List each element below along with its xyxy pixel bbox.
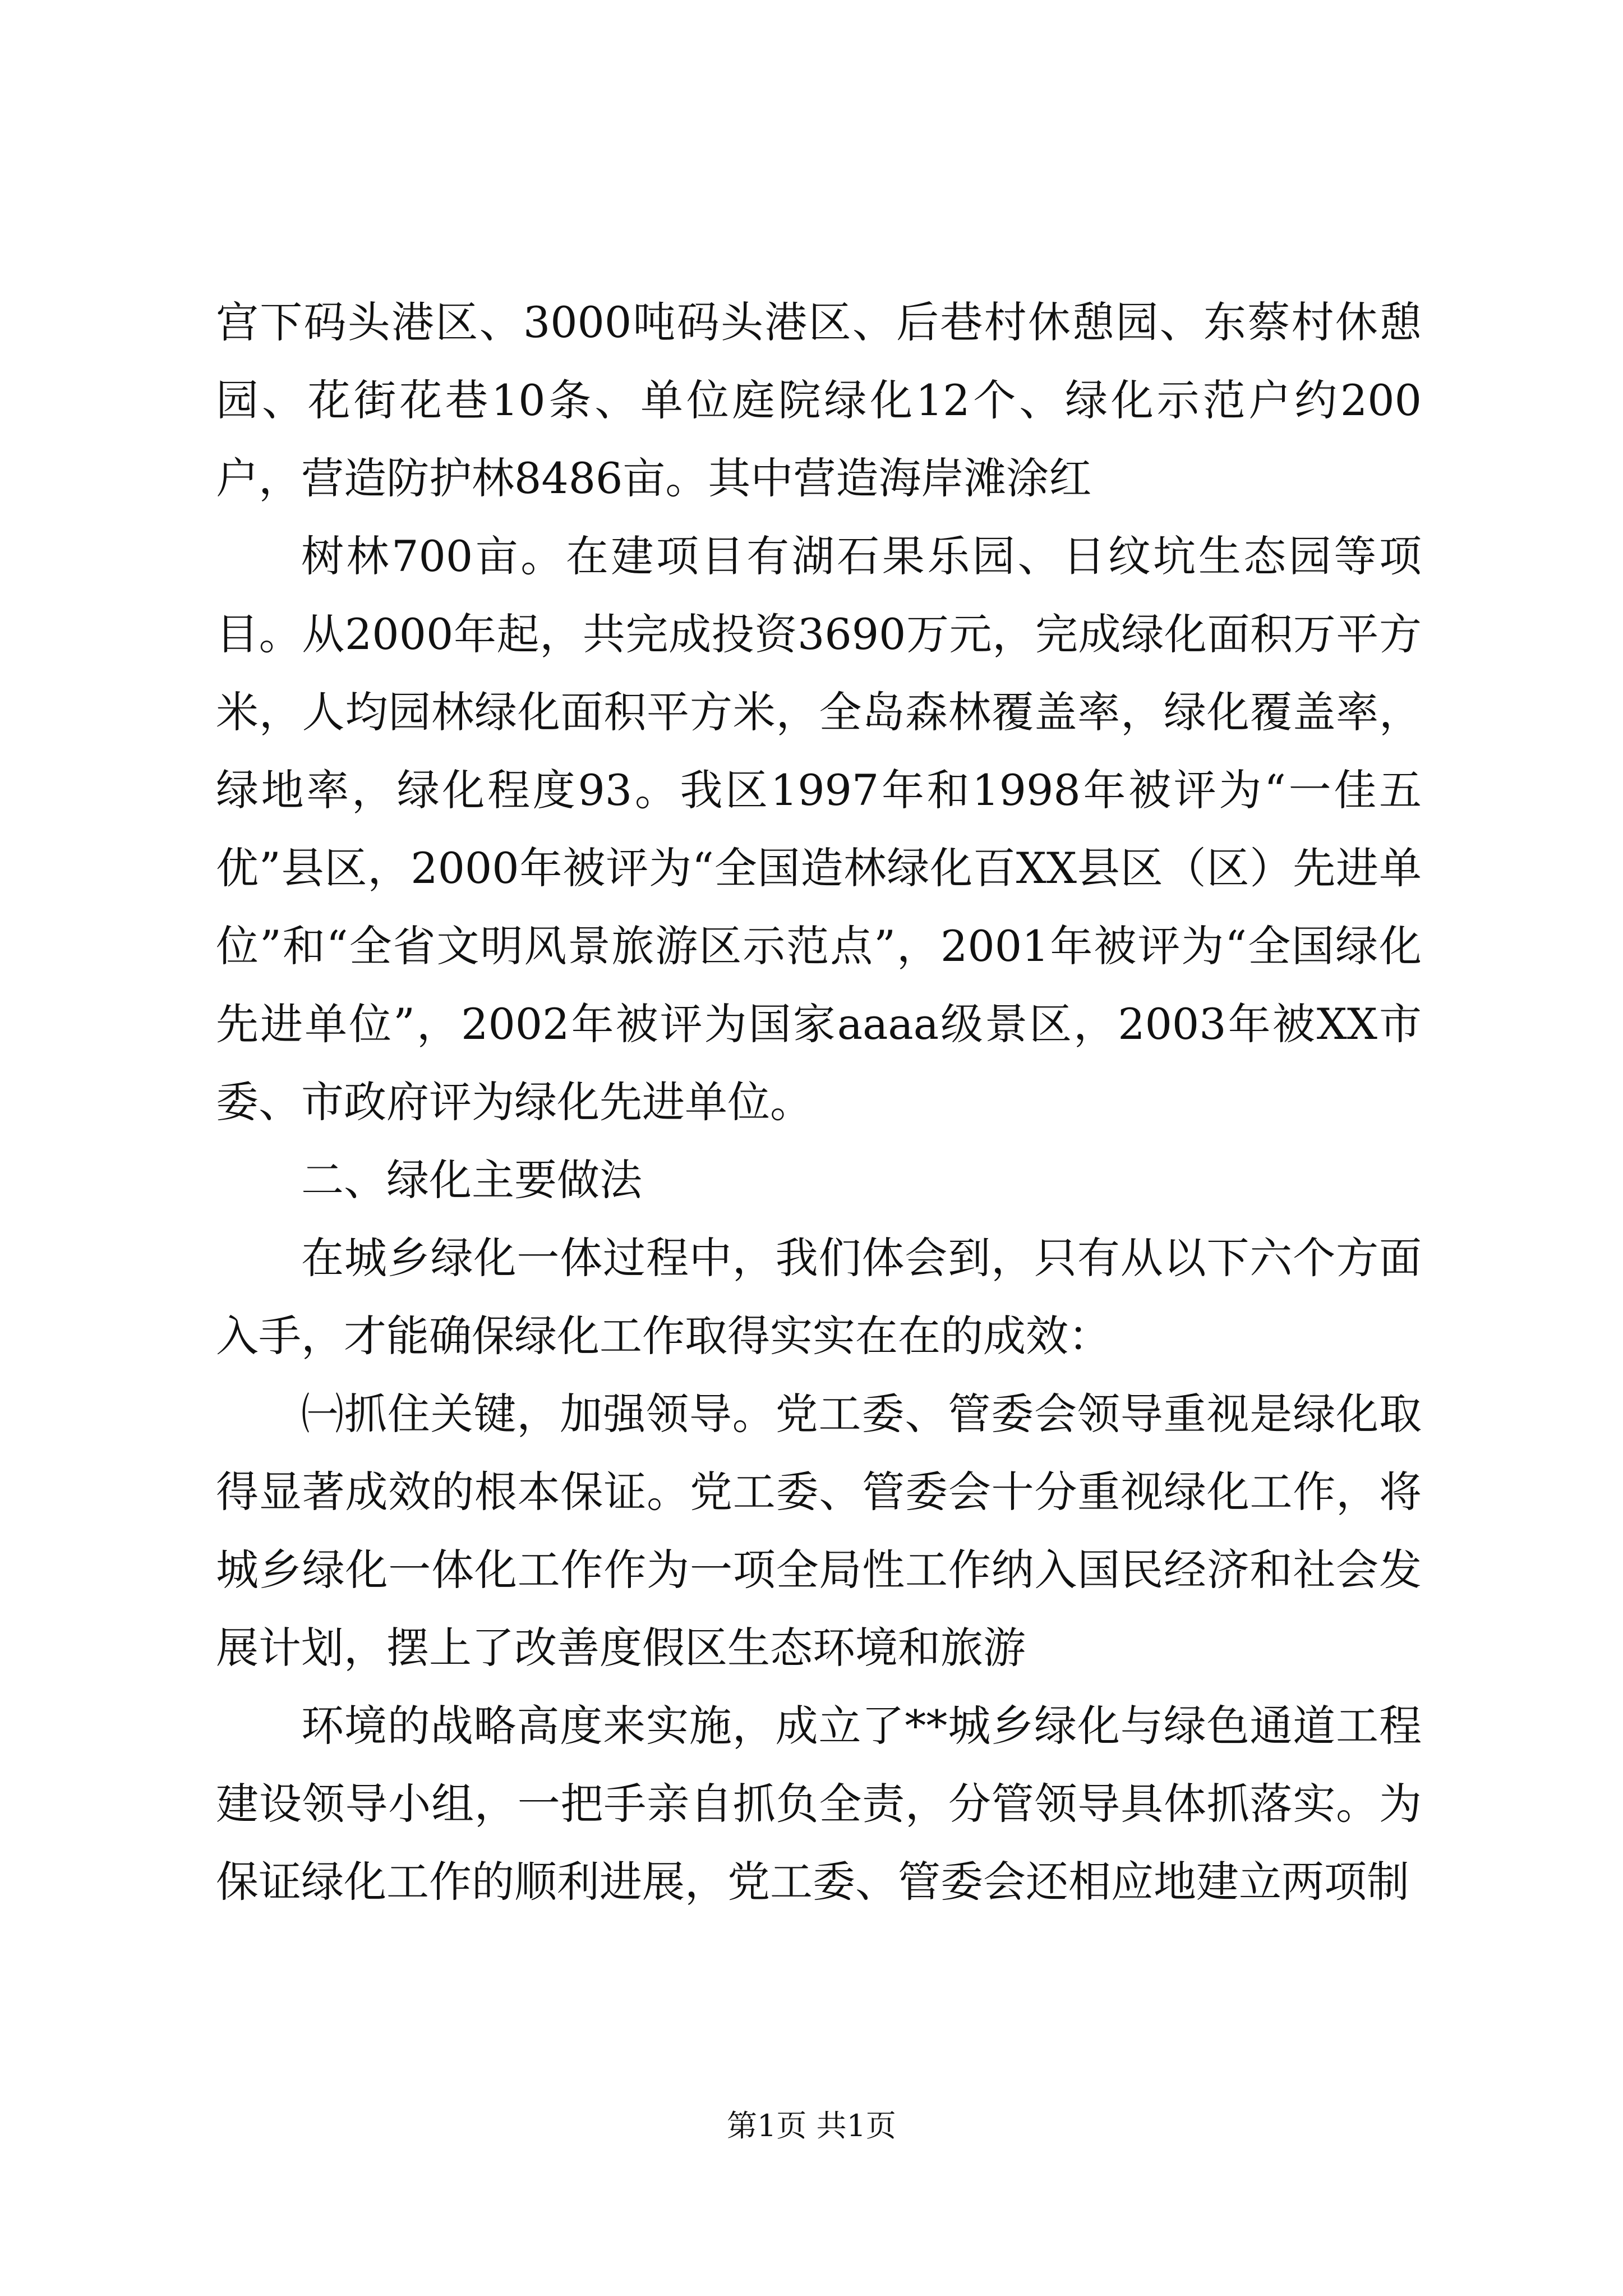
paragraph-leadership: ㈠抓住关键，加强领导。党工委、管委会领导重视是绿化取得显著成效的根本保证。党工委、管委会十分重视绿化工作，将城乡绿化一体化工作作为一项全局性工作纳入国民经济和社会发展计划，摆上了改善度假区生态环境和旅游 [216,1389,1422,1673]
paragraph-implementation: 环境的战略高度来实施，成立了**城乡绿化与绿色通道工程建设领导小组，一把手亲自抓负全责，分管领导具体抓落实。为保证绿化工作的顺利进展，党工委、管委会还相应地建立两项制 [216,1701,1422,1907]
paragraph-continuation: 宫下码头港区、3000吨码头港区、后巷村休憩园、东蔡村休憩园、花街花巷10条、单位庭院绿化12个、绿化示范户约200户，营造防护林8486亩。其中营造海岸滩涂红 [216,297,1422,503]
document-body [216,283,1422,1921]
section-heading: 二、绿化主要做法 [301,1155,642,1205]
paragraph-intro: 在城乡绿化一体过程中，我们体会到，只有从以下六个方面入手，才能确保绿化工作取得实实在在的成效： [216,1233,1422,1361]
paragraph-achievements: 树林700亩。在建项目有湖石果乐园、日纹坑生态园等项目。从2000年起，共完成投资3690万元，完成绿化面积万平方米，人均园林绿化面积平方米，全岛森林覆盖率，绿化覆盖率，绿地率，绿化程度93。我区1997年和1998年被评为“一佳五优”县区，2000年被评为“全国造林绿化百XX县区（区）先进单位”和“全省文明风景旅游区示范点”，2001年被评为“全国绿化先进单位”，2002年被评为国家aaaa级景区，2003年被XX市委、市政府评为绿化先进单位。 [216,531,1422,1127]
page-footer: 第1页 共1页 [727,2108,896,2143]
